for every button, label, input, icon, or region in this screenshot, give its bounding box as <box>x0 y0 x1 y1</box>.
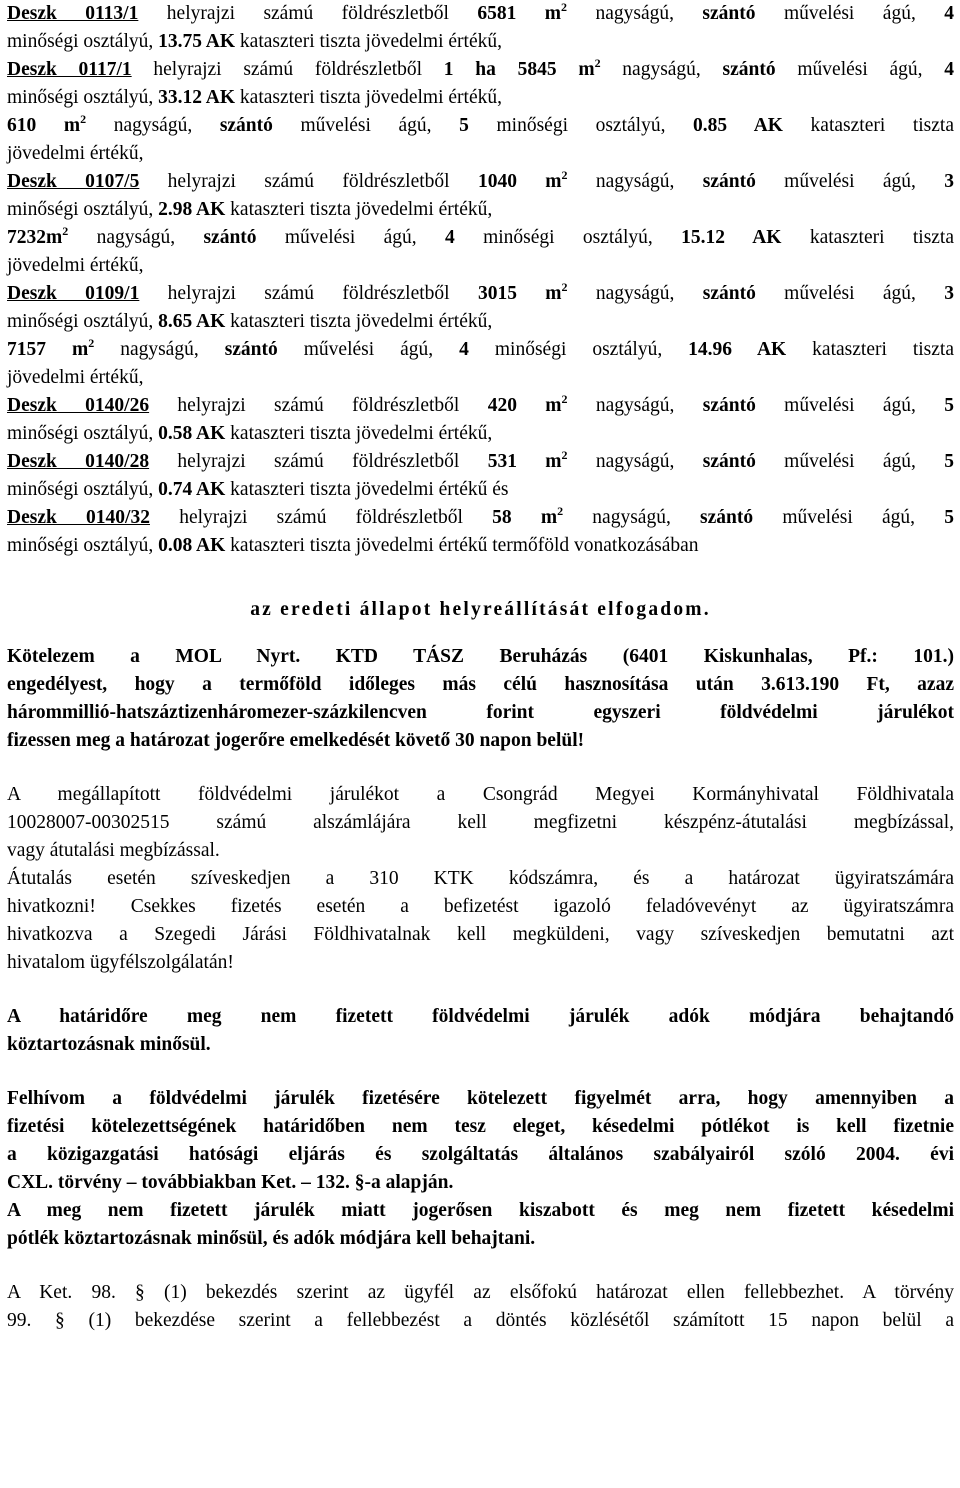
parcel-line <box>7 392 954 420</box>
area-unit-exponent: 2 <box>62 224 69 238</box>
parcel-line <box>7 420 954 448</box>
parcel-line <box>7 532 954 560</box>
parcel-text: jövedelmi értékű, <box>7 367 144 388</box>
late-fee-paragraph <box>7 1085 954 1197</box>
parcel-text: kataszteri tiszta <box>782 115 955 136</box>
parcel-text: művelési ágú, <box>755 451 945 472</box>
parcel-text: 1040 m <box>477 171 562 192</box>
parcel-line <box>7 56 954 84</box>
parcel-text: jövedelmi értékű, <box>7 143 144 164</box>
parcel-text: nagyságú, <box>567 395 703 416</box>
parcel-text: 8.65 AK <box>158 311 226 332</box>
restoration-statement: az eredeti állapot helyreállítását elfogadom. <box>250 599 711 620</box>
payment-obligation-paragraph <box>7 643 954 755</box>
parcel-text: kataszteri tiszta jövedelmi értékű termőföld vonatkozásában <box>225 535 699 556</box>
parcel-line <box>7 0 954 28</box>
parcel-entry <box>7 56 954 112</box>
parcel-text: kataszteri tiszta jövedelmi értékű, <box>235 31 502 52</box>
parcel-text: helyrajzi számú földrészletből <box>131 59 444 80</box>
obligation-line: fizessen meg a határozat jogerőre emelkedését követő 30 napon belül! <box>7 730 585 751</box>
parcel-text: szántó <box>224 339 278 360</box>
parcel-text: nagyságú, <box>600 59 723 80</box>
deadline-notice-paragraph <box>7 1003 954 1059</box>
parcel-text: minőségi osztályú, <box>7 31 159 52</box>
parcel-id: Deszk 0117/1 <box>7 59 132 80</box>
parcel-entry <box>7 168 954 224</box>
parcel-text: művelési ágú, <box>755 283 945 304</box>
parcel-line <box>7 280 954 308</box>
parcel-line <box>7 476 954 504</box>
parcel-text: nagyságú, <box>94 339 225 360</box>
parcel-text: 0.08 AK <box>158 535 226 556</box>
parcel-text: kataszteri tiszta jövedelmi értékű, <box>225 423 493 444</box>
payment-line: A megállapított földvédelmi járulékot a Csongrád Megyei Kormányhivatal Földhivatala <box>7 784 954 805</box>
parcel-text: 0.85 AK <box>693 115 783 136</box>
parcel-text: minőségi osztályú, <box>7 199 159 220</box>
area-unit-exponent: 2 <box>561 448 568 462</box>
late-fee-line: CXL. törvény – továbbiakban Ket. – 132. §-a alapján. <box>7 1172 454 1193</box>
area-unit-exponent: 2 <box>88 336 95 350</box>
parcel-text: művelési ágú, <box>755 171 945 192</box>
parcel-text: 2.98 AK <box>158 199 226 220</box>
parcel-text: 7157 m <box>7 339 89 360</box>
parcel-text: 6581 m <box>477 3 562 24</box>
parcel-text: helyrajzi számú földrészletből <box>139 283 478 304</box>
late-fee-line: fizetési kötelezettségének határidőben nem tesz eleget, késedelmi pótlékot is kell fizetnie <box>7 1116 954 1137</box>
parcel-text: művelési ágú, <box>755 3 945 24</box>
appeal-line: A Ket. 98. § (1) bekezdés szerint az ügyfél az elsőfokú határozat ellen fellebbezhet. A törvény <box>7 1282 954 1303</box>
parcel-text: művelési ágú, <box>277 339 460 360</box>
parcel-text: művelési ágú, <box>256 227 445 248</box>
parcel-text: 0.58 AK <box>158 423 226 444</box>
parcel-text: nagyságú, <box>68 227 204 248</box>
parcel-entry <box>7 392 954 448</box>
parcel-entry <box>7 504 954 560</box>
parcel-text: minőségi osztályú, <box>7 87 159 108</box>
parcel-text: 33.12 AK <box>158 87 236 108</box>
parcel-text: 420 m <box>487 395 562 416</box>
parcel-line <box>7 224 954 252</box>
parcel-text: 58 m <box>492 507 558 528</box>
parcel-text: minőségi osztályú, <box>468 339 689 360</box>
parcel-entry <box>7 224 954 280</box>
payment-line: vagy átutalási megbízással. <box>7 840 220 861</box>
parcel-text: 3 <box>944 171 955 192</box>
parcel-text: minőségi osztályú, <box>454 227 682 248</box>
parcel-text: 5 <box>944 395 955 416</box>
deadline-line: köztartozásnak minősül. <box>7 1034 211 1055</box>
area-unit-exponent: 2 <box>557 504 564 518</box>
parcel-text: kataszteri tiszta <box>781 227 955 248</box>
parcel-id: Deszk 0113/1 <box>7 3 139 24</box>
parcel-entry <box>7 112 954 168</box>
parcel-text: szántó <box>700 507 754 528</box>
parcel-id: Deszk 0107/5 <box>7 171 140 192</box>
parcel-id: Deszk 0140/26 <box>7 395 150 416</box>
area-unit-exponent: 2 <box>561 0 568 14</box>
parcel-line <box>7 364 954 392</box>
parcel-text: kataszteri tiszta jövedelmi értékű, <box>225 199 493 220</box>
parcel-text: szántó <box>722 59 776 80</box>
transfer-line: hivatkozni! Csekkes fizetés esetén a befizetést igazoló feladóvevényt az ügyiratszámra <box>7 896 954 917</box>
parcel-text: 3015 m <box>477 283 562 304</box>
parcel-text: helyrajzi számú földrészletből <box>149 507 493 528</box>
parcel-text: 15.12 AK <box>681 227 782 248</box>
parcel-text: 4 <box>944 3 954 24</box>
parcel-entry <box>7 336 954 392</box>
parcel-text: művelési ágú, <box>775 59 945 80</box>
area-unit-exponent: 2 <box>80 112 87 126</box>
payment-method-paragraph <box>7 781 954 865</box>
area-unit-exponent: 2 <box>594 56 601 70</box>
parcel-line <box>7 84 954 112</box>
parcel-id: Deszk 0140/32 <box>7 507 150 528</box>
parcel-line <box>7 112 954 140</box>
parcel-text: 531 m <box>487 451 562 472</box>
late-fee-line: a közigazgatási hatósági eljárás és szolgáltatás általános szabályairól szóló 2004. évi <box>7 1144 954 1165</box>
parcel-text: 13.75 AK <box>158 31 236 52</box>
parcel-text: nagyságú, <box>86 115 220 136</box>
parcel-text: 5 <box>944 507 954 528</box>
parcel-text: szántó <box>702 395 756 416</box>
parcel-line <box>7 308 954 336</box>
document-page <box>7 0 954 1335</box>
parcel-text: 5 <box>944 451 955 472</box>
transfer-line: Átutalás esetén szíveskedjen a 310 KTK kódszámra, és a határozat ügyiratszámára <box>7 868 954 889</box>
parcel-text: kataszteri tiszta jövedelmi értékű, <box>225 311 493 332</box>
parcel-text: helyrajzi számú földrészletből <box>149 451 488 472</box>
late-fee2-line: pótlék köztartozásnak minősül, és adók módjára kell behajtani. <box>7 1228 536 1249</box>
parcel-line <box>7 168 954 196</box>
parcel-line <box>7 28 954 56</box>
parcel-entry <box>7 280 954 336</box>
parcel-entry <box>7 0 954 56</box>
parcel-text: nagyságú, <box>567 171 703 192</box>
obligation-line: Kötelezem a MOL Nyrt. KTD TÁSZ Beruházás (6401 Kiskunhalas, Pf.: 101.) <box>7 646 954 667</box>
parcel-text: minőségi osztályú, <box>468 115 694 136</box>
parcel-id: Deszk 0140/28 <box>7 451 150 472</box>
late-fee-enforcement-paragraph <box>7 1197 954 1253</box>
parcel-text: nagyságú, <box>567 3 703 24</box>
late-fee2-line: A meg nem fizetett járulék miatt jogerősen kiszabott és meg nem fizetett késedelmi <box>7 1200 954 1221</box>
parcel-text: minőségi osztályú, <box>7 479 159 500</box>
obligation-line: hárommillió-hatszáztizenháromezer-százkilencven forint egyszeri földvédelmi járulékot <box>7 702 954 723</box>
parcel-line <box>7 140 954 168</box>
parcel-text: 4 <box>444 227 455 248</box>
parcel-text: szántó <box>702 451 756 472</box>
parcel-text: művelési ágú, <box>755 395 945 416</box>
parcel-list <box>7 0 954 560</box>
parcel-text: minőségi osztályú, <box>7 535 159 556</box>
parcel-line <box>7 252 954 280</box>
parcel-text: helyrajzi számú földrészletből <box>138 3 478 24</box>
parcel-text: művelési ágú, <box>753 507 945 528</box>
parcel-text: 5 <box>459 115 469 136</box>
parcel-text: szántó <box>702 3 756 24</box>
parcel-text: szántó <box>702 283 756 304</box>
parcel-line <box>7 336 954 364</box>
parcel-text: minőségi osztályú, <box>7 423 159 444</box>
transfer-line: hivatalom ügyfélszolgálatán! <box>7 952 234 973</box>
parcel-text: helyrajzi számú földrészletből <box>139 171 478 192</box>
parcel-text: 3 <box>944 283 955 304</box>
appeal-paragraph <box>7 1279 954 1335</box>
parcel-text: kataszteri tiszta <box>786 339 955 360</box>
parcel-text: szántó <box>219 115 273 136</box>
parcel-line <box>7 448 954 476</box>
parcel-text: jövedelmi értékű, <box>7 255 144 276</box>
parcel-text: művelési ágú, <box>272 115 460 136</box>
parcel-text: 0.74 AK <box>158 479 226 500</box>
parcel-text: 7232m <box>7 227 63 248</box>
parcel-text: szántó <box>203 227 257 248</box>
parcel-text: nagyságú, <box>567 283 703 304</box>
parcel-text: minőségi osztályú, <box>7 311 159 332</box>
parcel-text: nagyságú, <box>567 451 703 472</box>
parcel-text: nagyságú, <box>563 507 701 528</box>
parcel-text: 4 <box>944 59 954 80</box>
parcel-entry <box>7 448 954 504</box>
area-unit-exponent: 2 <box>561 280 568 294</box>
parcel-line <box>7 196 954 224</box>
payment-line: 10028007-00302515 számú alszámlájára kell megfizetni készpénz-átutalási megbízással, <box>7 812 954 833</box>
parcel-text: szántó <box>702 171 756 192</box>
area-unit-exponent: 2 <box>561 168 568 182</box>
parcel-text: helyrajzi számú földrészletből <box>149 395 488 416</box>
parcel-text: 14.96 AK <box>688 339 787 360</box>
parcel-text: 610 m <box>7 115 81 136</box>
deadline-line: A határidőre meg nem fizetett földvédelmi járulék adók módjára behajtandó <box>7 1006 954 1027</box>
appeal-line: 99. § (1) bekezdése szerint a fellebbezést a döntés közlésétől számított 15 napon belül a <box>7 1310 954 1331</box>
parcel-line <box>7 504 954 532</box>
transfer-instructions-paragraph <box>7 865 954 977</box>
area-unit-exponent: 2 <box>561 392 568 406</box>
parcel-text: 4 <box>459 339 469 360</box>
transfer-line: hivatkozva a Szegedi Járási Földhivatalnak kell megküldeni, vagy szíveskedjen bemutatni azt <box>7 924 954 945</box>
obligation-line: engedélyest, hogy a termőföld időleges más célú hasznosítása után 3.613.190 Ft, azaz <box>7 674 954 695</box>
parcel-id: Deszk 0109/1 <box>7 283 140 304</box>
parcel-text: kataszteri tiszta jövedelmi értékű és <box>225 479 509 500</box>
late-fee-line: Felhívom a földvédelmi járulék fizetésére kötelezett figyelmét arra, hogy amennyiben a <box>7 1088 954 1109</box>
parcel-text: 1 ha 5845 m <box>443 59 595 80</box>
parcel-text: kataszteri tiszta jövedelmi értékű, <box>235 87 502 108</box>
